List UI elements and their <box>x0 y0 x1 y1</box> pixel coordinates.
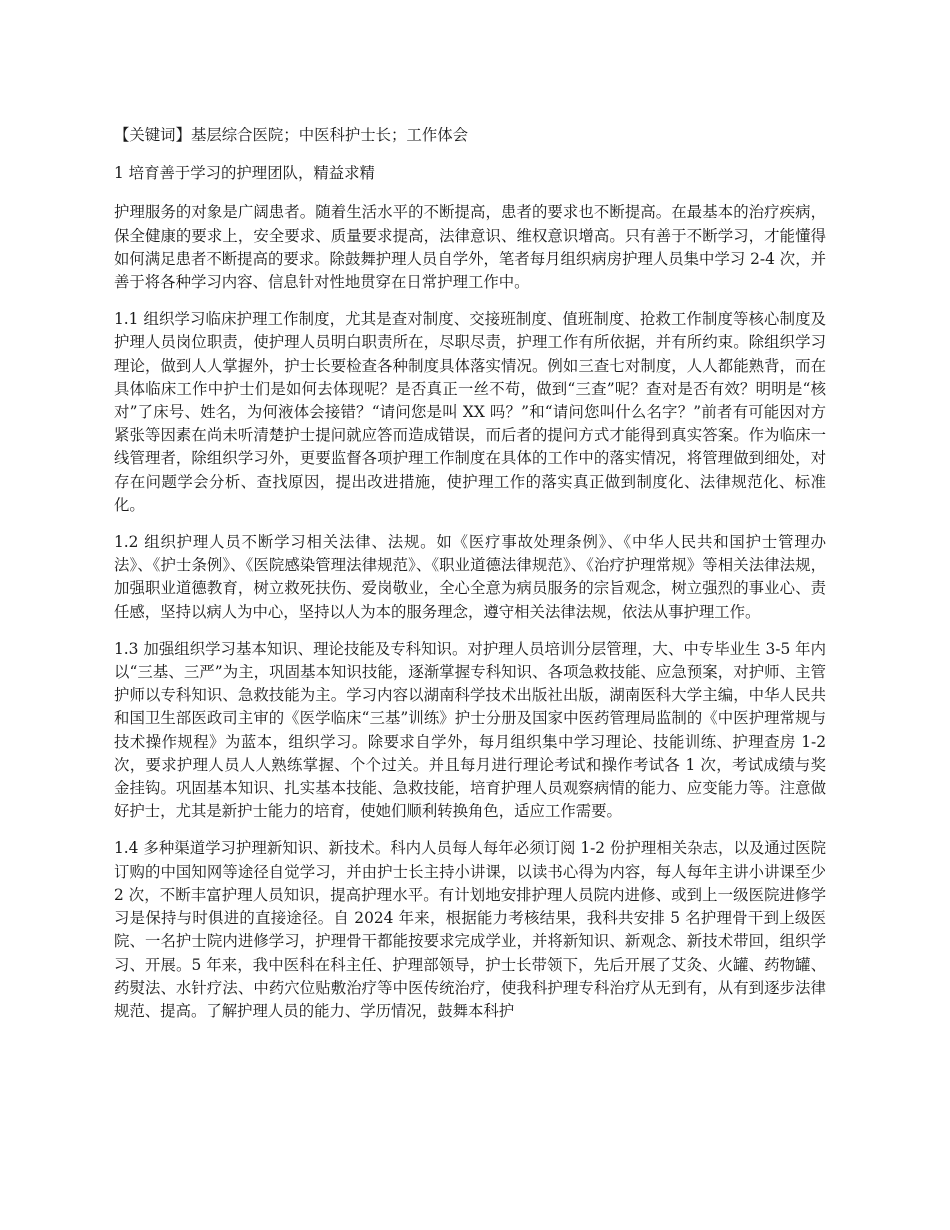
paragraph-1-2: 1.2 组织护理人员不断学习相关法律、法规。如《医疗事故处理条例》、《中华人民共和国护士管理办法》、《护士条例》、《医院感染管理法律规范》、《职业道德法律规范》、《治疗护理常规》等相关法律法规，加强职业道德教育，树立救死扶伤、爱岗敬业，全心全意为病员服务的宗旨观念，树立强烈的事业心、责任感，坚持以病人为中心，坚持以人为本的服务理念，遵守相关法律法规，依法从事护理工作。 <box>114 533 826 621</box>
paragraph-1-3: 1.3 加强组织学习基本知识、理论技能及专科知识。对护理人员培训分层管理，大、中专毕业生 3-5 年内以“三基、三严”为主，巩固基本知识技能，逐渐掌握专科知识、各项急救技能、应急预案，对护师、主管护师以专科知识、急救技能为主。学习内容以湖南科学技术出版社出版，湖南医科大学主编，中华人民共和国卫生部医政司主审的《医学临床“三基”训练》护士分册及国家中医药管理局监制的《中医护理常规与技术操作规程》为蓝本，组织学习。除要求自学外，每月组织集中学习理论、技能训练、护理查房 1-2 次，要求护理人员人人熟练掌握、个个过关。并且每月进行理论考试和操作考试各 1 次，考试成绩与奖金挂钩。巩固基本知识、扎实基本技能、急救技能，培育护理人员观察病情的能力、应变能力等。注意做好护士，尤其是新护士能力的培育，使她们顺利转换角色，适应工作需要。 <box>114 639 826 821</box>
keywords-line: 【关键词】基层综合医院；中医科护士长；工作体会 <box>114 126 468 144</box>
paragraph-1-1: 1.1 组织学习临床护理工作制度，尤其是查对制度、交接班制度、值班制度、抢救工作制度等核心制度及护理人员岗位职责，使护理人员明白职责所在，尽职尽责，护理工作有所依据，并有所约束。除组织学习理论，做到人人掌握外，护士长要检查各种制度具体落实情况。例如三查七对制度，人人都能熟背，而在具体临床工作中护士们是如何去体现呢？是否真正一丝不苟，做到“三查”呢？查对是否有效？明明是“核对”了床号、姓名，为何液体会接错？“请问您是叫 XX 吗？”和“请问您叫什么名字？”前者有可能因对方紧张等因素在尚未听清楚护士提问就应答而造成错误，而后者的提问方式才能得到真实答案。作为临床一线管理者，除组织学习外，更要监督各项护理工作制度在具体的工作中的落实情况，将管理做到细处，对存在问题学会分析、查找原因，提出改进措施，使护理工作的落实真正做到制度化、法律规范化、标准化。 <box>114 310 826 514</box>
section-heading: 1 培育善于学习的护理团队，精益求精 <box>114 164 375 183</box>
paragraph-1-4: 1.4 多种渠道学习护理新知识、新技术。科内人员每人每年必须订阅 1-2 份护理相关杂志，以及通过医院订购的中国知网等途径自觉学习，并由护士长主持小讲课，以读书心得为内容，每人每年主讲小讲课至少 2 次，不断丰富护理人员知识，提高护理水平。有计划地安排护理人员院内进修、或到上一级医院进修学习是保持与时俱进的直接途径。自 2024 年来，根据能力考核结果，我科共安排 5 名护理骨干到上级医院、一名护士院内进修学习，护理骨干都能按要求完成学业，并将新知识、新观念、新技术带回，组织学习、开展。5 年来，我中医科在科主任、护理部领导，护士长带领下，先后开展了艾灸、火罐、药物罐、药熨法、水针疗法、中药穴位贴敷治疗等中医传统治疗，使我科护理专科治疗从无到有，从有到逐步法律规范、提高。了解护理人员的能力、学历情况，鼓舞本科护 <box>114 839 826 1020</box>
document-body <box>114 124 826 1037</box>
paragraph-intro: 护理服务的对象是广阔患者。随着生活水平的不断提高，患者的要求也不断提高。在最基本的治疗疾病，保全健康的要求上，安全要求、质量要求提高，法律意识、维权意识增高。只有善于不断学习，才能懂得如何满足患者不断提高的要求。除鼓舞护理人员自学外，笔者每月组织病房护理人员集中学习 2-4 次，并善于将各种学习内容、信息针对性地贯穿在日常护理工作中。 <box>114 203 826 292</box>
